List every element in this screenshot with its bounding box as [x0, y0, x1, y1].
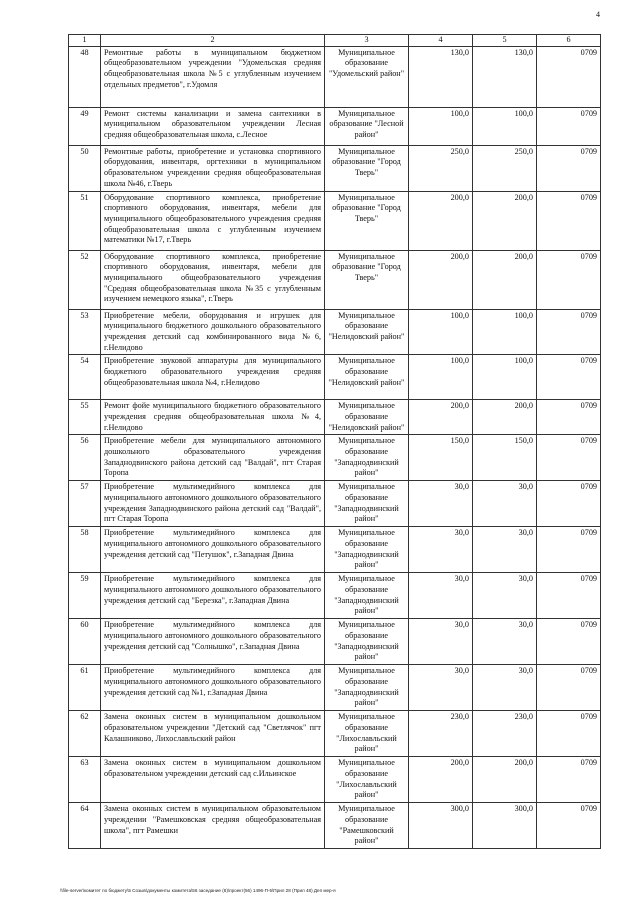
row-municipality: Муниципальное образование "Рамешковский район" — [325, 803, 409, 849]
row-number: 55 — [69, 400, 101, 435]
row-description: Замена оконных систем в муниципальном дошкольном образовательном учреждении детский сад с.Ильинское — [101, 757, 325, 803]
appropriations-table — [68, 34, 601, 849]
column-header: 3 — [325, 35, 409, 47]
table-row — [69, 46, 601, 107]
row-municipality: Муниципальное образование "Западнодвинский район" — [325, 481, 409, 527]
row-description: Приобретение мебели, оборудования и игрушек для муниципального бюджетного дошкольного образовательного учреждения детский сад комбинированного вида №6, г.Нелидово — [101, 309, 325, 355]
row-value-col5: 100,0 — [473, 107, 537, 145]
table-row — [69, 573, 601, 619]
row-number: 60 — [69, 619, 101, 665]
row-value-col5: 30,0 — [473, 573, 537, 619]
row-code: 0709 — [537, 191, 601, 250]
table-row — [69, 481, 601, 527]
row-description: Приобретение мультимедийного комплекса для муниципального автономного дошкольного образовательного учреждения детский сад "Петушок", г.Западная Двина — [101, 527, 325, 573]
row-number: 56 — [69, 435, 101, 481]
row-description: Приобретение мультимедийного комплекса для муниципального автономного дошкольного образовательного учреждения детский сад "Березка", г.Западная Двина — [101, 573, 325, 619]
row-code: 0709 — [537, 46, 601, 107]
row-value-col5: 150,0 — [473, 435, 537, 481]
row-code: 0709 — [537, 435, 601, 481]
row-value-col4: 300,0 — [409, 803, 473, 849]
table-body — [69, 46, 601, 849]
row-number: 50 — [69, 145, 101, 191]
row-number: 54 — [69, 355, 101, 400]
row-code: 0709 — [537, 481, 601, 527]
row-value-col5: 30,0 — [473, 619, 537, 665]
row-code: 0709 — [537, 355, 601, 400]
row-value-col5: 230,0 — [473, 711, 537, 757]
row-municipality: Муниципальное образование "Западнодвинский район" — [325, 665, 409, 711]
row-number: 48 — [69, 46, 101, 107]
row-value-col5: 100,0 — [473, 355, 537, 400]
row-number: 49 — [69, 107, 101, 145]
row-description: Приобретение мультимедийного комплекса для муниципального автономного дошкольного образовательного учреждения детский сад №1, г.Западная Двина — [101, 665, 325, 711]
row-value-col5: 200,0 — [473, 250, 537, 309]
row-code: 0709 — [537, 803, 601, 849]
row-number: 61 — [69, 665, 101, 711]
row-code: 0709 — [537, 107, 601, 145]
row-description: Приобретение мультимедийного комплекса для муниципального автономного дошкольного образовательного учреждения детский сад "Солнышко", г.Западная Двина — [101, 619, 325, 665]
table-row — [69, 355, 601, 400]
row-code: 0709 — [537, 665, 601, 711]
row-description: Ремонтные работы, приобретение и установка спортивного оборудования, инвентаря, оргтехники в муниципальном образовательном учреждении средняя общеобразовательная школа №46, г.Тверь — [101, 145, 325, 191]
row-value-col5: 100,0 — [473, 309, 537, 355]
table-row — [69, 435, 601, 481]
table-row — [69, 400, 601, 435]
row-municipality: Муниципальное образование "Лихославльский район" — [325, 711, 409, 757]
row-value-col4: 200,0 — [409, 250, 473, 309]
table-row — [69, 309, 601, 355]
row-value-col5: 30,0 — [473, 481, 537, 527]
column-header: 4 — [409, 35, 473, 47]
row-code: 0709 — [537, 573, 601, 619]
row-value-col5: 200,0 — [473, 757, 537, 803]
row-municipality: Муниципальное образование "Город Тверь" — [325, 191, 409, 250]
table-row — [69, 619, 601, 665]
column-header: 5 — [473, 35, 537, 47]
row-code: 0709 — [537, 400, 601, 435]
table-row — [69, 107, 601, 145]
row-value-col5: 200,0 — [473, 400, 537, 435]
table-row — [69, 665, 601, 711]
row-municipality: Муниципальное образование "Нелидовский район" — [325, 400, 409, 435]
table-row — [69, 250, 601, 309]
row-value-col4: 230,0 — [409, 711, 473, 757]
row-value-col4: 200,0 — [409, 400, 473, 435]
row-municipality: Муниципальное образование "Город Тверь" — [325, 250, 409, 309]
table-row — [69, 803, 601, 849]
row-value-col5: 30,0 — [473, 665, 537, 711]
row-description: Приобретение звуковой аппаратуры для муниципального бюджетного образовательного учреждения средняя общеобразовательная школа №4, г.Нелидово — [101, 355, 325, 400]
row-description: Приобретение мультимедийного комплекса для муниципального автономного дошкольного образовательного учреждения Западнодвинского района детский сад "Валдай", пгт Старая Торопа — [101, 481, 325, 527]
row-value-col4: 30,0 — [409, 481, 473, 527]
row-value-col4: 30,0 — [409, 665, 473, 711]
row-description: Замена оконных систем в муниципальном дошкольном образовательном учреждении "Детский сад "Светлячок" пгт Калашниково, Лихославльский район — [101, 711, 325, 757]
row-value-col5: 130,0 — [473, 46, 537, 107]
row-number: 53 — [69, 309, 101, 355]
row-code: 0709 — [537, 250, 601, 309]
row-municipality: Муниципальное образование "Нелидовский район" — [325, 355, 409, 400]
row-municipality: Муниципальное образование "Лихославльский район" — [325, 757, 409, 803]
row-code: 0709 — [537, 145, 601, 191]
row-description: Приобретение мебели для муниципального автономного дошкольного образовательного учреждения Западнодвинского района детский сад "Валдай", пгт Старая Торопа — [101, 435, 325, 481]
row-value-col4: 150,0 — [409, 435, 473, 481]
column-header: 6 — [537, 35, 601, 47]
page-number: 4 — [596, 10, 600, 19]
row-number: 52 — [69, 250, 101, 309]
row-municipality: Муниципальное образование "Лесной район" — [325, 107, 409, 145]
row-value-col4: 30,0 — [409, 619, 473, 665]
table-header-row — [69, 35, 601, 47]
row-value-col4: 100,0 — [409, 355, 473, 400]
row-municipality: Муниципальное образование "Нелидовский район" — [325, 309, 409, 355]
row-description: Ремонт системы канализации и замена сантехники в муниципальном образовательном учреждении Лесная средняя общеобразовательная школа, с.Лесное — [101, 107, 325, 145]
table-row — [69, 527, 601, 573]
row-value-col5: 300,0 — [473, 803, 537, 849]
row-value-col4: 200,0 — [409, 191, 473, 250]
table-row — [69, 191, 601, 250]
row-number: 62 — [69, 711, 101, 757]
row-code: 0709 — [537, 527, 601, 573]
row-code: 0709 — [537, 711, 601, 757]
row-value-col4: 130,0 — [409, 46, 473, 107]
table-row — [69, 145, 601, 191]
table-row — [69, 711, 601, 757]
row-number: 57 — [69, 481, 101, 527]
row-description: Замена оконных систем в муниципальном образовательном учреждении "Рамешковская средняя общеобразовательная школа", пгт Рамешки — [101, 803, 325, 849]
row-description: Оборудование спортивного комплекса, приобретение спортивного оборудования, инвентаря, мебели для муниципального общеобразовательного учреждения "Средняя общеобразовательная школа №35 с углубленным изучением немецкого языка", г.Тверь — [101, 250, 325, 309]
row-number: 51 — [69, 191, 101, 250]
row-value-col4: 30,0 — [409, 527, 473, 573]
row-municipality: Муниципальное образование "Западнодвинский район" — [325, 435, 409, 481]
row-value-col4: 200,0 — [409, 757, 473, 803]
row-code: 0709 — [537, 309, 601, 355]
row-value-col4: 30,0 — [409, 573, 473, 619]
row-value-col4: 100,0 — [409, 309, 473, 355]
column-header: 1 — [69, 35, 101, 47]
row-description: Оборудование спортивного комплекса, приобретение спортивного оборудования, инвентаря, мебели для муниципального общеобразовательного учреждения средняя общеобразовательная школа с углубленным изучением математики №17, г.Тверь — [101, 191, 325, 250]
table-row — [69, 757, 601, 803]
row-number: 63 — [69, 757, 101, 803]
row-code: 0709 — [537, 757, 601, 803]
row-municipality: Муниципальное образование "Удомельский район" — [325, 46, 409, 107]
row-description: Ремонтные работы в муниципальном бюджетном общеобразовательном учреждении "Удомельская средняя общеобразовательная школа №5 с углубленным изучением отдельных предметов", г.Удомля — [101, 46, 325, 107]
row-value-col5: 200,0 — [473, 191, 537, 250]
row-value-col4: 250,0 — [409, 145, 473, 191]
row-code: 0709 — [537, 619, 601, 665]
row-municipality: Муниципальное образование "Западнодвинский район" — [325, 527, 409, 573]
row-number: 59 — [69, 573, 101, 619]
row-municipality: Муниципальное образование "Западнодвинский район" — [325, 573, 409, 619]
row-value-col4: 100,0 — [409, 107, 473, 145]
row-value-col5: 30,0 — [473, 527, 537, 573]
row-description: Ремонт фойе муниципального бюджетного образовательного учреждения средняя общеобразовательная школа №4, г.Нелидово — [101, 400, 325, 435]
column-header: 2 — [101, 35, 325, 47]
row-value-col5: 250,0 — [473, 145, 537, 191]
row-municipality: Муниципальное образование "Западнодвинский район" — [325, 619, 409, 665]
file-path-footer: \\file-server\комитет по бюджету\5 Созыв\документы комитета\56 заседание (8)\проект(56) 1496-П-5\Прил 28 (Прил 48) Деп мер-я — [60, 888, 336, 893]
row-number: 58 — [69, 527, 101, 573]
row-number: 64 — [69, 803, 101, 849]
row-municipality: Муниципальное образование "Город Тверь" — [325, 145, 409, 191]
